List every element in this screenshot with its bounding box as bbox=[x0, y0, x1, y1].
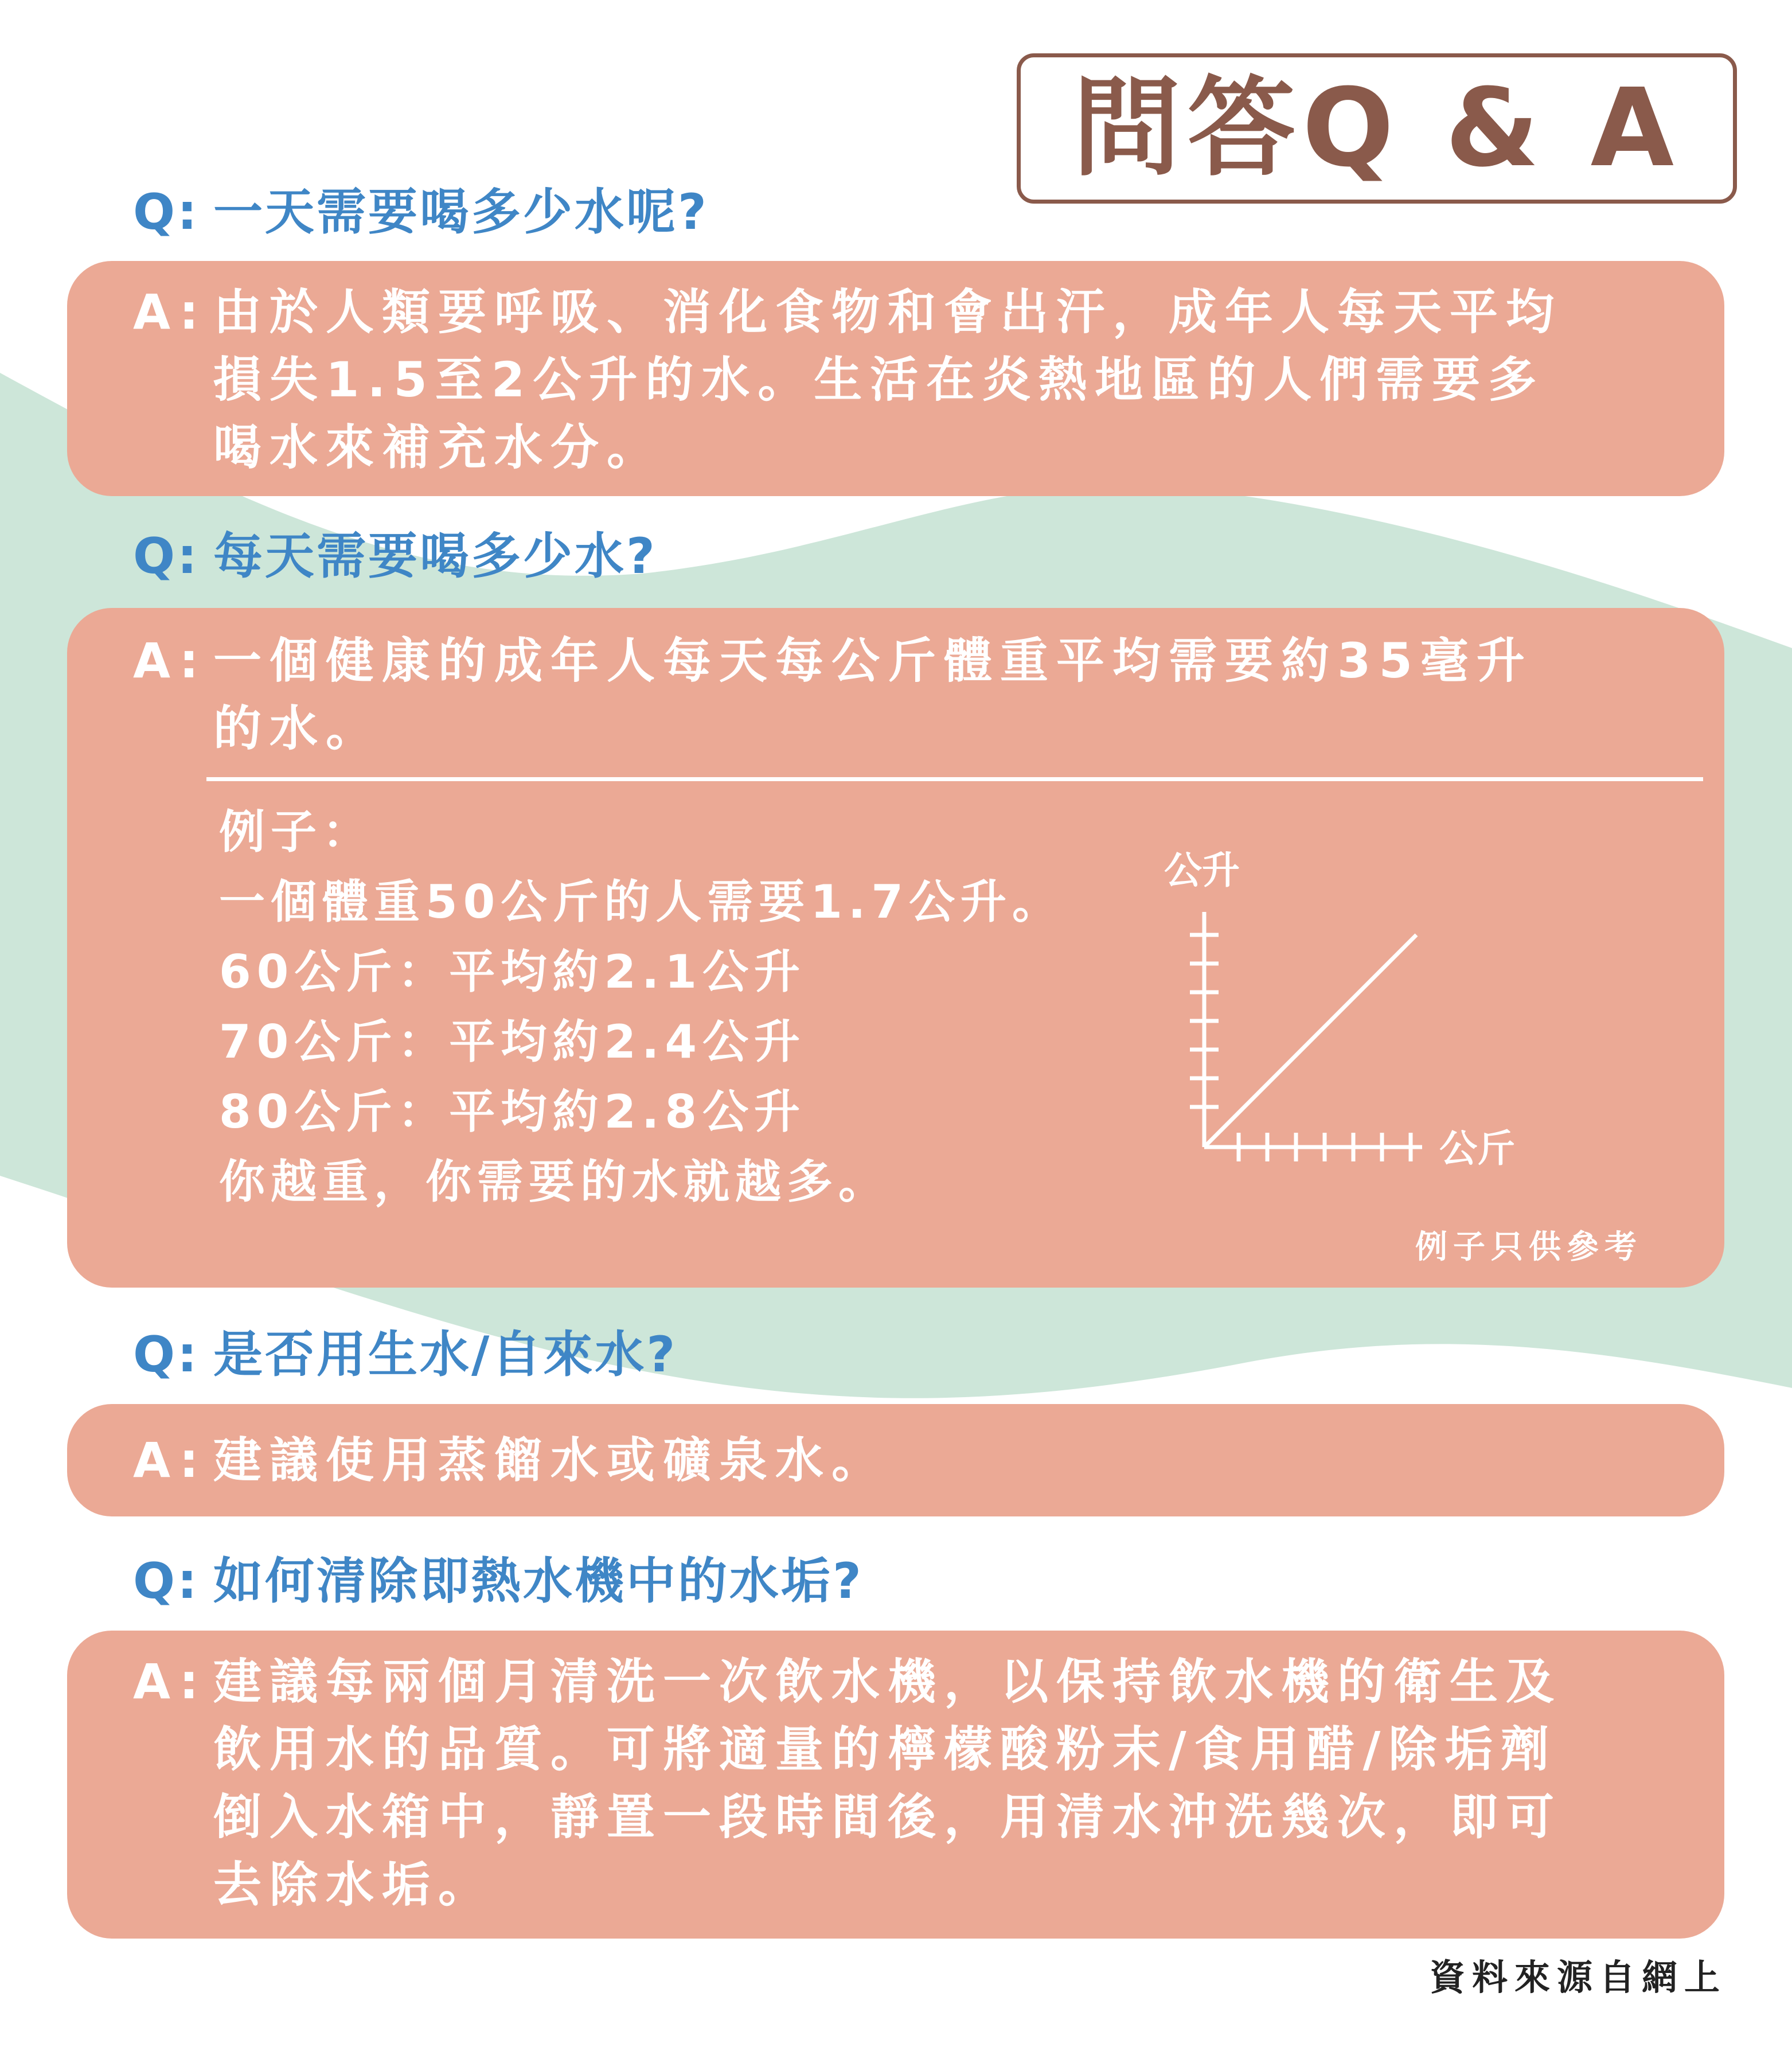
example-line: 60公斤：平均約2.1公升 bbox=[219, 945, 806, 999]
answer-label: A: bbox=[133, 633, 207, 689]
question-1 bbox=[133, 184, 709, 241]
example-line: 一個體重50公斤的人需要1.7公升。 bbox=[219, 875, 1064, 929]
answer-4 bbox=[133, 1648, 1562, 1918]
question-4 bbox=[133, 1553, 864, 1610]
question-label: Q: bbox=[133, 528, 200, 585]
answer-line: 由於人類要呼吸、消化食物和會出汗，成年人每天平均 bbox=[213, 284, 1563, 340]
question-text: 如何清除即熱水機中的水垢? bbox=[213, 1553, 864, 1610]
example-line: 例子： bbox=[219, 805, 374, 859]
answer-1 bbox=[133, 278, 1562, 481]
example-line: 你越重，你需要的水就越多。 bbox=[219, 1155, 890, 1208]
answer-line: 建議使用蒸餾水或礦泉水。 bbox=[213, 1432, 888, 1488]
question-label: Q: bbox=[133, 1326, 200, 1383]
answer-line: 倒入水箱中，靜置一段時間後，用清水沖洗幾次，即可 bbox=[213, 1789, 1563, 1845]
divider bbox=[206, 777, 1703, 781]
answer-line: 去除水垢。 bbox=[213, 1857, 495, 1913]
answer-line: 喝水來補充水分。 bbox=[213, 419, 663, 475]
question-label: Q: bbox=[133, 184, 200, 241]
question-2 bbox=[133, 528, 657, 585]
question-label: Q: bbox=[133, 1553, 200, 1610]
x-axis-label: 公斤 bbox=[1439, 1126, 1515, 1171]
answer-line: 一個健康的成年人每天每公斤體重平均需要約35毫升 bbox=[213, 633, 1533, 689]
answer-label: A: bbox=[133, 1432, 207, 1488]
example-line: 70公斤：平均約2.4公升 bbox=[219, 1015, 806, 1069]
example-note: 例子只供參考 bbox=[1415, 1229, 1642, 1266]
answer-line: 損失1.5至2公升的水。生活在炎熱地區的人們需要多 bbox=[213, 352, 1545, 408]
weight-water-graph bbox=[1147, 843, 1548, 1176]
example-line: 80公斤：平均約2.8公升 bbox=[219, 1085, 806, 1138]
example-block bbox=[219, 797, 1064, 1217]
answer-label: A: bbox=[133, 284, 207, 340]
question-3 bbox=[133, 1326, 677, 1383]
question-text: 一天需要喝多少水呢? bbox=[213, 184, 709, 241]
answer-2 bbox=[133, 627, 1533, 762]
source-note: 資料來源自網上 bbox=[1430, 1956, 1727, 1998]
answer-label: A: bbox=[133, 1654, 207, 1710]
answer-line: 的水。 bbox=[213, 700, 382, 757]
trend-line bbox=[1204, 935, 1416, 1147]
question-text: 每天需要喝多少水? bbox=[213, 528, 657, 585]
answer-3 bbox=[133, 1426, 888, 1494]
question-text: 是否用生水/自來水? bbox=[213, 1326, 678, 1383]
answer-line: 建議每兩個月清洗一次飲水機，以保持飲水機的衛生及 bbox=[213, 1654, 1563, 1710]
answer-line: 飲用水的品質。可將適量的檸檬酸粉末/食用醋/除垢劑 bbox=[213, 1721, 1557, 1777]
y-axis-label: 公升 bbox=[1164, 848, 1240, 892]
page-title: 問答Q & A bbox=[1017, 53, 1737, 204]
